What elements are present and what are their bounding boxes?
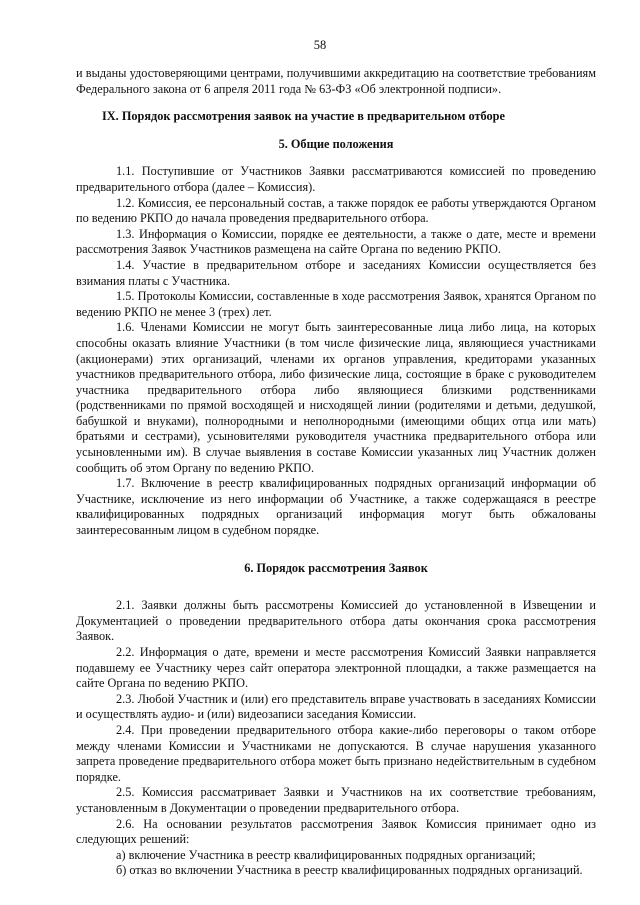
- paragraph-1-3: 1.3. Информация о Комиссии, порядке ее деятельности, а также о дате, месте и времени рассмотрения Заявок Участников размещена на сайте Органа по ведению РКПО.: [76, 226, 596, 257]
- section-6-title: 6. Порядок рассмотрения Заявок: [244, 560, 428, 575]
- paragraph-1-4: 1.4. Участие в предварительном отборе и заседаниях Комиссии осуществляется без взимания платы с Участника.: [76, 257, 596, 288]
- list-item-a: а) включение Участника в реестр квалифицированных подрядных организаций;: [116, 847, 536, 862]
- page-number: 58: [313, 38, 327, 52]
- paragraph-2-2: 2.2. Информация о дате, времени и месте рассмотрения Комиссий Заявки направляется подавшему ее Участнику через сайт оператора электронной площадки, а также размещается на сайте Органа по ведению РКПО.: [76, 645, 596, 691]
- paragraph-1-6: 1.6. Членами Комиссии не могут быть заинтересованные лица либо лица, на которых способны оказать влияние Участники (в том числе физические лица, являющиеся участниками (акционерами) этих организаций, членами их органов управления, кредиторами указанных участников предварительного отбора, либо физические лица, состоящие в браке с руководителем участника предварительного отбора либо являющиеся близкими родственниками (родственниками по прямой восходящей и нисходящей линии (родителями и детьми, дедушкой, бабушкой и внуками), полнородными и неполнородными (имеющими общих отца или мать) братьями и сестрами), усыновителями руководителя участника предварительного отбора или усыновленными им). В случае выявления в составе Комиссии указанных лиц Участник должен сообщить об этом Органу по ведению РКПО.: [76, 320, 596, 475]
- list-item-b: б) отказ во включении Участника в реестр квалифицированных подрядных организаций.: [116, 863, 583, 878]
- paragraph-2-1: 2.1. Заявки должны быть рассмотрены Комиссией до установленной в Извещении и Документацией о проведении предварительного отбора даты окончания срока рассмотрения Заявок.: [76, 598, 596, 644]
- paragraph-1-2: 1.2. Комиссия, ее персональный состав, а также порядок ее работы утверждаются Органом по ведению РКПО до начала проведения предварительного отбора.: [76, 195, 596, 226]
- intro-paragraph: и выданы удостоверяющими центрами, получившими аккредитацию на соответствие требованиям Федерального закона от 6 апреля 2011 года № 63-ФЗ «Об электронной подписи».: [76, 66, 596, 96]
- paragraph-1-1: 1.1. Поступившие от Участников Заявки рассматриваются комиссией по проведению предварительного отбора (далее – Комиссия).: [76, 164, 596, 194]
- paragraph-2-6: 2.6. На основании результатов рассмотрения Заявок Комиссия принимает одно из следующих решений:: [76, 816, 596, 847]
- document-body: [76, 66, 596, 879]
- paragraph-2-4: 2.4. При проведении предварительного отбора какие-либо переговоры о таком отборе между членами Комиссии и Участниками не допускаются. В случае нарушения указанного запрета проведение предварительного отбора может быть признано недействительным в судебном порядке.: [76, 722, 596, 784]
- paragraph-1-5: 1.5. Протоколы Комиссии, составленные в ходе рассмотрения Заявок, хранятся Органом по ведению РКПО не менее 3 (трех) лет.: [76, 289, 596, 319]
- section-5-title: 5. Общие положения: [278, 136, 394, 151]
- paragraph-2-5: 2.5. Комиссия рассматривает Заявки и Участников на их соответствие требованиям, установленным в Документации о проведении предварительного отбора.: [76, 785, 596, 815]
- chapter-title: IX. Порядок рассмотрения заявок на участие в предварительном отборе: [102, 109, 505, 124]
- paragraph-2-3: 2.3. Любой Участник и (или) его представитель вправе участвовать в заседаниях Комиссии и осуществлять аудио- и (или) видеозаписи заседания Комиссии.: [76, 691, 596, 722]
- paragraph-1-7: 1.7. Включение в реестр квалифицированных подрядных организаций информации об Участнике, исключение из него информации об Участнике, а также содержащаяся в реестре квалифицированных подрядных организаций информация могут быть обжалованы заинтересованным лицом в судебном порядке.: [76, 476, 596, 538]
